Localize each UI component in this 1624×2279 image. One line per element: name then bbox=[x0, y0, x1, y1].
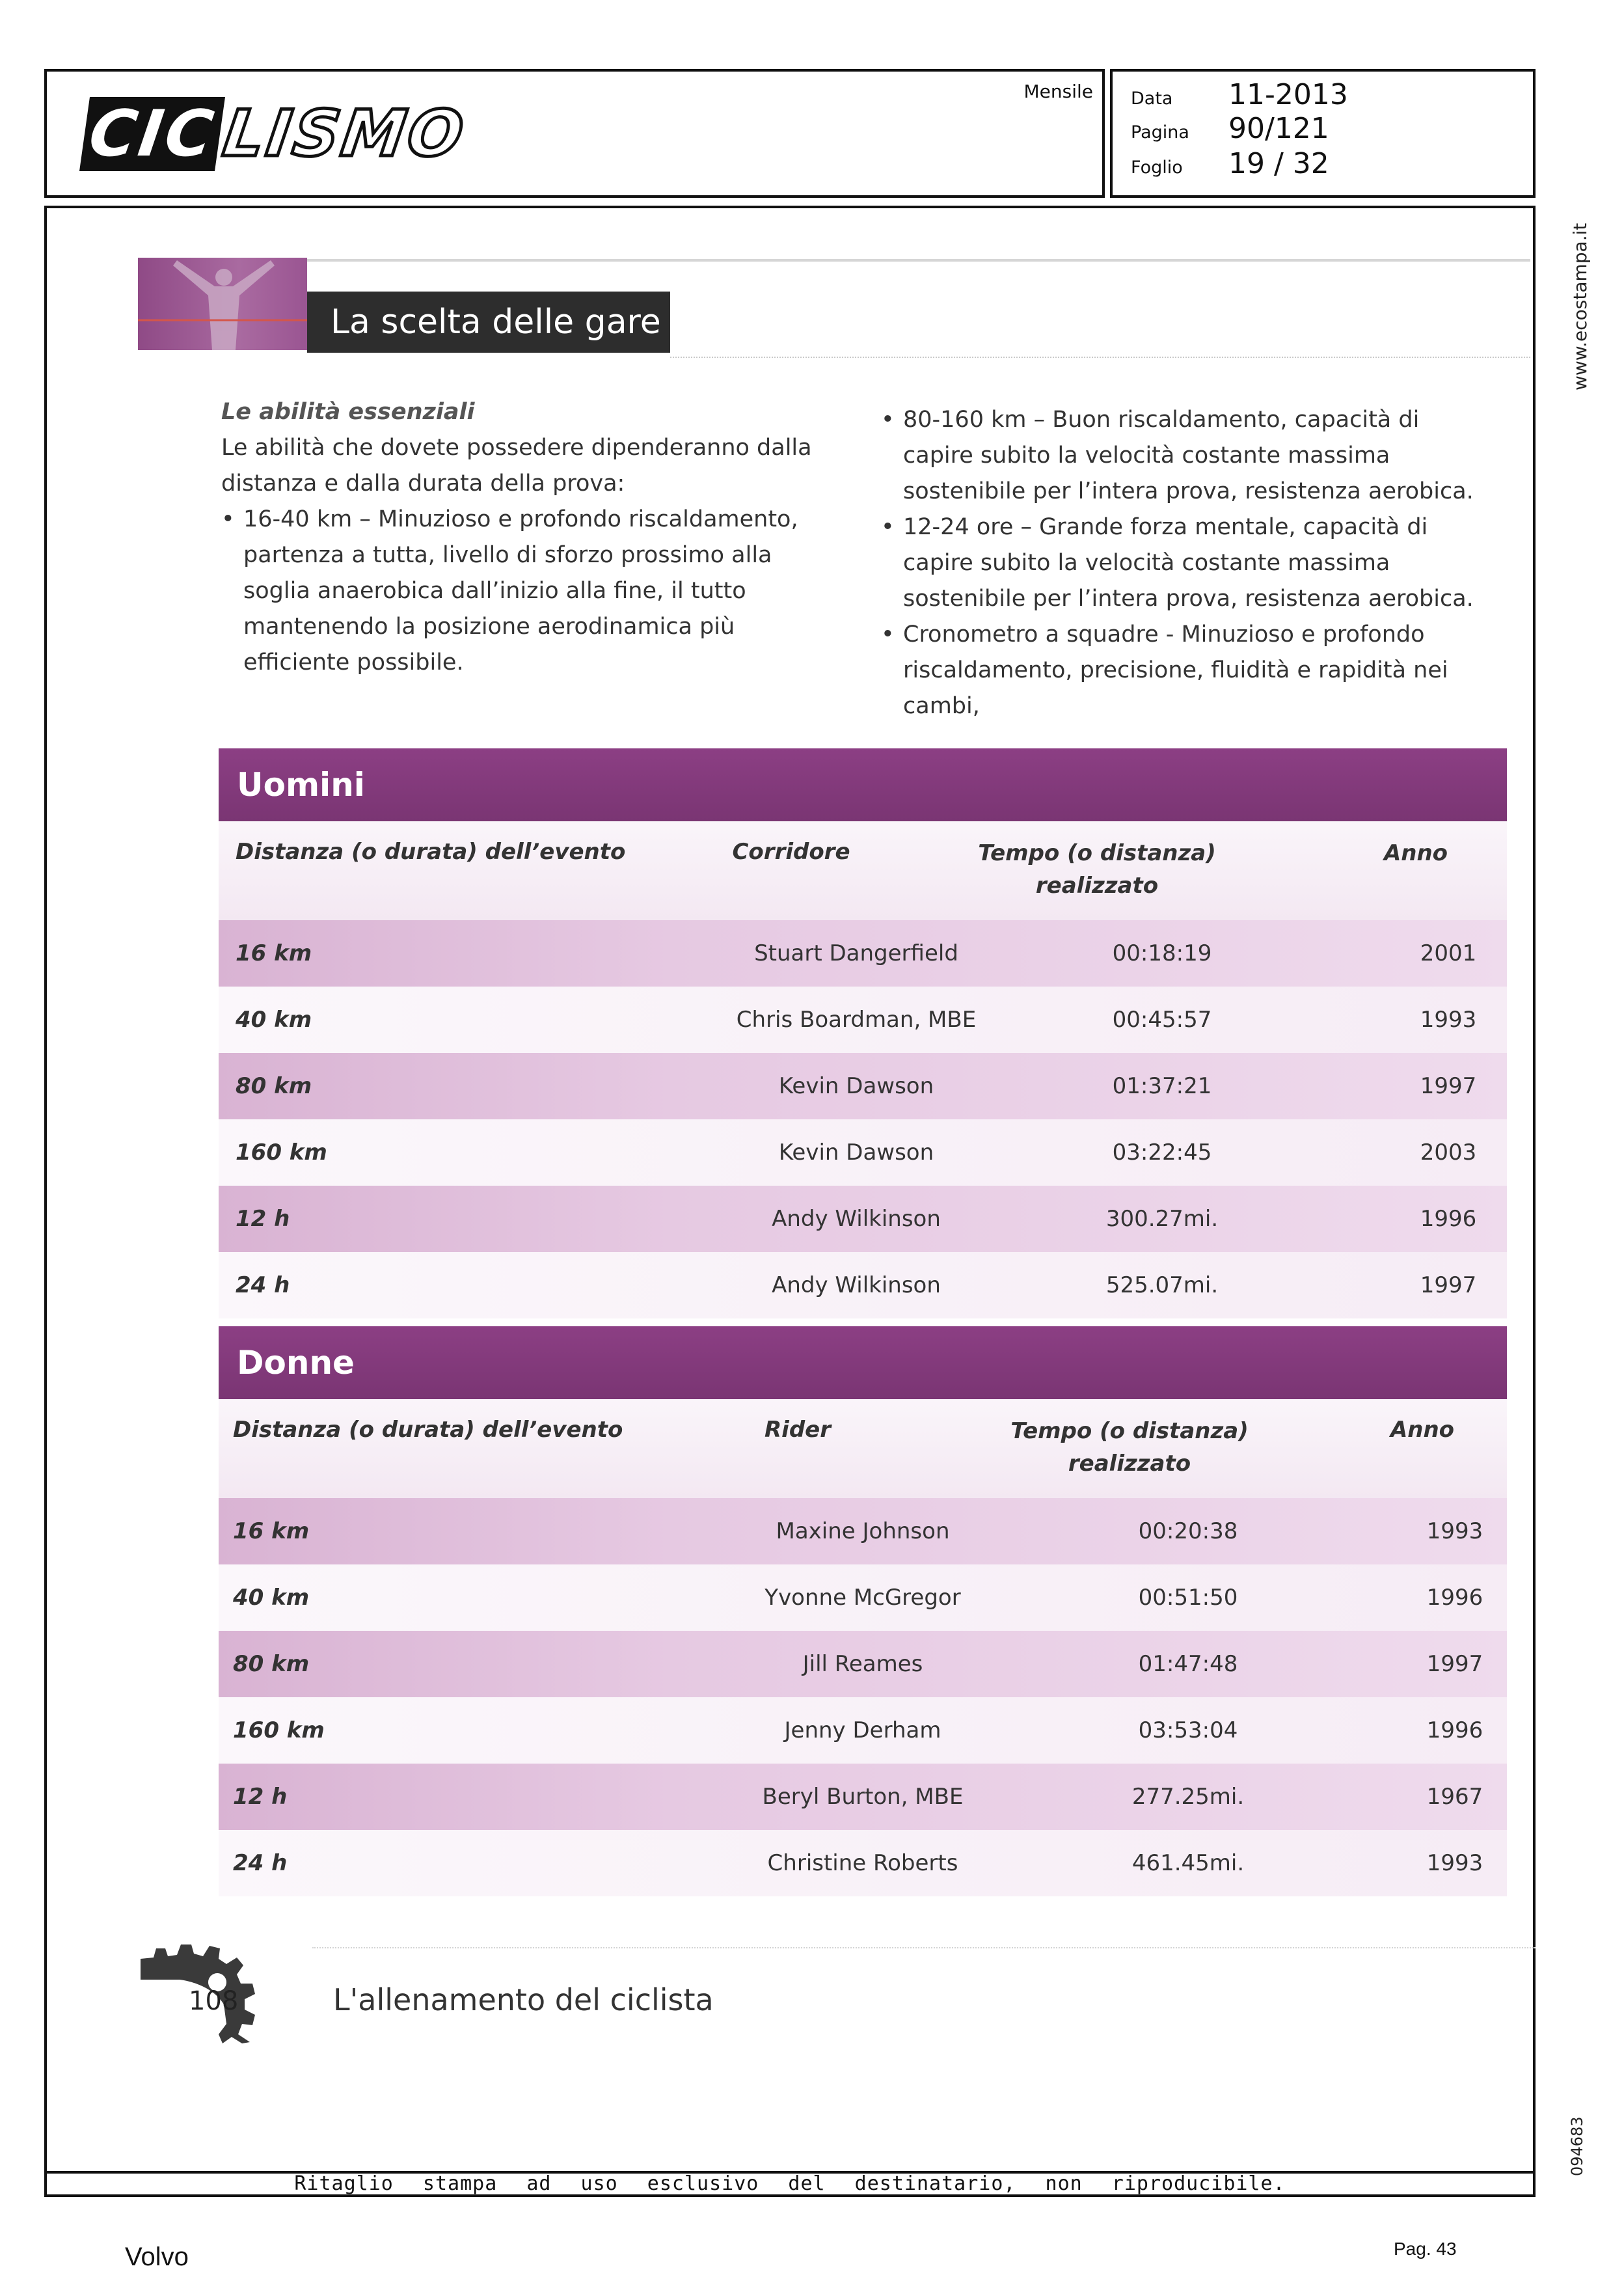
clipping-notice: Ritaglio stampa ad uso esclusivo del destinatario, non riproducibile. bbox=[294, 2172, 1286, 2195]
cell-year: 1993 bbox=[1420, 1007, 1477, 1033]
meta-row-pagina bbox=[1131, 112, 1329, 145]
intro-bullet: • 12-24 ore – Grande forza mentale, capacità di capire subito la velocità costante massima sostenibile per l’intera prova, resistenza aerobica. bbox=[881, 510, 1493, 617]
table-row bbox=[219, 1697, 1507, 1764]
intro-paragraph: Le abilità che dovete possedere dipenderanno dalla distanza e dalla durata della prova: bbox=[221, 435, 812, 497]
cell-time: 00:20:38 bbox=[1138, 1518, 1238, 1544]
table-row bbox=[219, 1119, 1507, 1186]
col-header-year: Anno bbox=[1390, 1417, 1455, 1443]
men-table-header bbox=[219, 821, 1507, 920]
cell-time: 01:37:21 bbox=[1112, 1073, 1212, 1099]
cell-time: 525.07mi. bbox=[1105, 1272, 1219, 1298]
women-table-title: Donne bbox=[219, 1326, 1507, 1399]
cell-year: 2001 bbox=[1420, 940, 1477, 966]
cell-time: 03:22:45 bbox=[1112, 1140, 1212, 1166]
section-title: La scelta delle gare bbox=[307, 292, 670, 353]
meta-key: Foglio bbox=[1131, 157, 1183, 178]
footer-dotted-rule bbox=[312, 1947, 1536, 1950]
col-header-rider: Rider bbox=[765, 1417, 831, 1443]
intro-right-column bbox=[881, 402, 1493, 724]
chainring-graphic bbox=[134, 1920, 323, 2043]
meta-key: Pagina bbox=[1131, 122, 1189, 143]
cell-year: 1996 bbox=[1420, 1206, 1477, 1232]
cell-time: 00:51:50 bbox=[1138, 1585, 1238, 1611]
cell-event: 160 km bbox=[233, 1717, 325, 1743]
cell-time: 00:18:19 bbox=[1112, 940, 1212, 966]
intro-bullet: • 16-40 km – Minuzioso e profondo riscaldamento, partenza a tutta, livello di sforzo prossimo alla soglia anaerobica dall’inizio alla fine, il tutto mantenendo la posizione aerodinamica più efficiente possibile. bbox=[221, 502, 846, 681]
col-header-event: Distanza (o durata) dell’evento bbox=[236, 839, 626, 865]
cell-event: 24 h bbox=[233, 1850, 288, 1876]
cell-rider: Kevin Dawson bbox=[778, 1073, 934, 1099]
cell-event: 40 km bbox=[236, 1007, 312, 1033]
cell-rider: Maxine Johnson bbox=[776, 1518, 950, 1544]
cyclist-victory-icon bbox=[138, 258, 307, 350]
meta-key: Data bbox=[1131, 89, 1173, 109]
meta-value: 19 / 32 bbox=[1228, 147, 1329, 180]
banner-dotted-rule bbox=[670, 357, 1530, 359]
cell-rider: Andy Wilkinson bbox=[772, 1272, 941, 1298]
chainring-icon bbox=[134, 1920, 323, 2043]
cell-event: 80 km bbox=[236, 1073, 312, 1099]
women-table-header bbox=[219, 1399, 1507, 1498]
col-header-time: Tempo (o distanza) realizzato bbox=[978, 840, 1216, 899]
issue-meta-box bbox=[1110, 69, 1536, 198]
table-row bbox=[219, 920, 1507, 987]
clipping-page-number: Pag. 43 bbox=[1394, 2239, 1457, 2259]
cell-rider: Yvonne McGregor bbox=[765, 1585, 961, 1611]
meta-value: 90/121 bbox=[1228, 112, 1329, 145]
cell-time: 00:45:57 bbox=[1112, 1007, 1212, 1033]
cell-time: 01:47:48 bbox=[1138, 1651, 1238, 1677]
cell-event: 80 km bbox=[233, 1651, 310, 1677]
cell-year: 1997 bbox=[1420, 1272, 1477, 1298]
table-row bbox=[219, 1186, 1507, 1252]
table-row bbox=[219, 1564, 1507, 1631]
cell-rider: Christine Roberts bbox=[767, 1850, 958, 1876]
cell-year: 1996 bbox=[1426, 1717, 1483, 1743]
cell-time: 461.45mi. bbox=[1131, 1850, 1245, 1876]
cell-year: 2003 bbox=[1420, 1140, 1477, 1166]
col-header-rider: Corridore bbox=[732, 839, 850, 865]
book-chapter-title: L'allenamento del ciclista bbox=[333, 1982, 714, 2017]
intro-bullet: • 80-160 km – Buon riscaldamento, capacità di capire subito la velocità costante massima sostenibile per l’intera prova, resistenza aerobica. bbox=[881, 402, 1493, 510]
cell-year: 1993 bbox=[1426, 1518, 1483, 1544]
cell-time: 03:53:04 bbox=[1138, 1717, 1238, 1743]
cyclist-photo bbox=[138, 258, 307, 350]
intro-lead: Le abilità essenziali bbox=[221, 399, 475, 425]
cell-year: 1997 bbox=[1420, 1073, 1477, 1099]
cell-year: 1993 bbox=[1426, 1850, 1483, 1876]
cell-rider: Jenny Derham bbox=[784, 1717, 941, 1743]
col-header-time: Tempo (o distanza) realizzato bbox=[1010, 1418, 1249, 1477]
table-row bbox=[219, 1252, 1507, 1318]
table-row bbox=[219, 1631, 1507, 1697]
client-name: Volvo bbox=[125, 2243, 189, 2271]
ciclismo-logo: CIC LISMO bbox=[80, 103, 469, 165]
cell-year: 1967 bbox=[1426, 1784, 1483, 1810]
table-row bbox=[219, 1764, 1507, 1830]
intro-bullet: • Cronometro a squadre - Minuzioso e profondo riscaldamento, precisione, fluidità e rapidità nei cambi, bbox=[881, 617, 1493, 724]
side-url-text: www.ecostampa.it bbox=[1569, 223, 1591, 390]
col-header-year: Anno bbox=[1383, 840, 1448, 866]
cell-rider: Stuart Dangerfield bbox=[754, 940, 958, 966]
meta-row-data bbox=[1131, 78, 1348, 111]
cell-time: 300.27mi. bbox=[1105, 1206, 1219, 1232]
book-page-number: 108 bbox=[189, 1986, 239, 2016]
cell-time: 277.25mi. bbox=[1131, 1784, 1245, 1810]
cell-event: 12 h bbox=[236, 1206, 290, 1232]
side-code-text: 094683 bbox=[1568, 2116, 1586, 2176]
side-url bbox=[1550, 221, 1591, 390]
meta-value: 11-2013 bbox=[1228, 78, 1348, 111]
cell-year: 1996 bbox=[1426, 1585, 1483, 1611]
banner-rule bbox=[307, 259, 1530, 262]
meta-row-foglio bbox=[1131, 147, 1329, 180]
side-code bbox=[1550, 2108, 1586, 2180]
table-row bbox=[219, 987, 1507, 1053]
masthead-box bbox=[44, 69, 1105, 198]
cell-event: 160 km bbox=[236, 1140, 327, 1166]
cell-event: 16 km bbox=[233, 1518, 310, 1544]
table-row bbox=[219, 1053, 1507, 1119]
cell-rider: Chris Boardman, MBE bbox=[736, 1007, 977, 1033]
cell-event: 12 h bbox=[233, 1784, 288, 1810]
intro-left-column bbox=[221, 394, 846, 681]
men-table-title: Uomini bbox=[219, 748, 1507, 821]
col-header-event: Distanza (o durata) dell’evento bbox=[233, 1417, 623, 1443]
cell-rider: Andy Wilkinson bbox=[772, 1206, 941, 1232]
cell-event: 24 h bbox=[236, 1272, 290, 1298]
table-row bbox=[219, 1830, 1507, 1896]
cell-event: 40 km bbox=[233, 1585, 310, 1611]
cell-rider: Kevin Dawson bbox=[778, 1140, 934, 1166]
cell-rider: Beryl Burton, MBE bbox=[762, 1784, 964, 1810]
cell-event: 16 km bbox=[236, 940, 312, 966]
cell-year: 1997 bbox=[1426, 1651, 1483, 1677]
cell-rider: Jill Reames bbox=[802, 1651, 923, 1677]
table-row bbox=[219, 1498, 1507, 1564]
publication-frequency: Mensile bbox=[1023, 81, 1093, 102]
